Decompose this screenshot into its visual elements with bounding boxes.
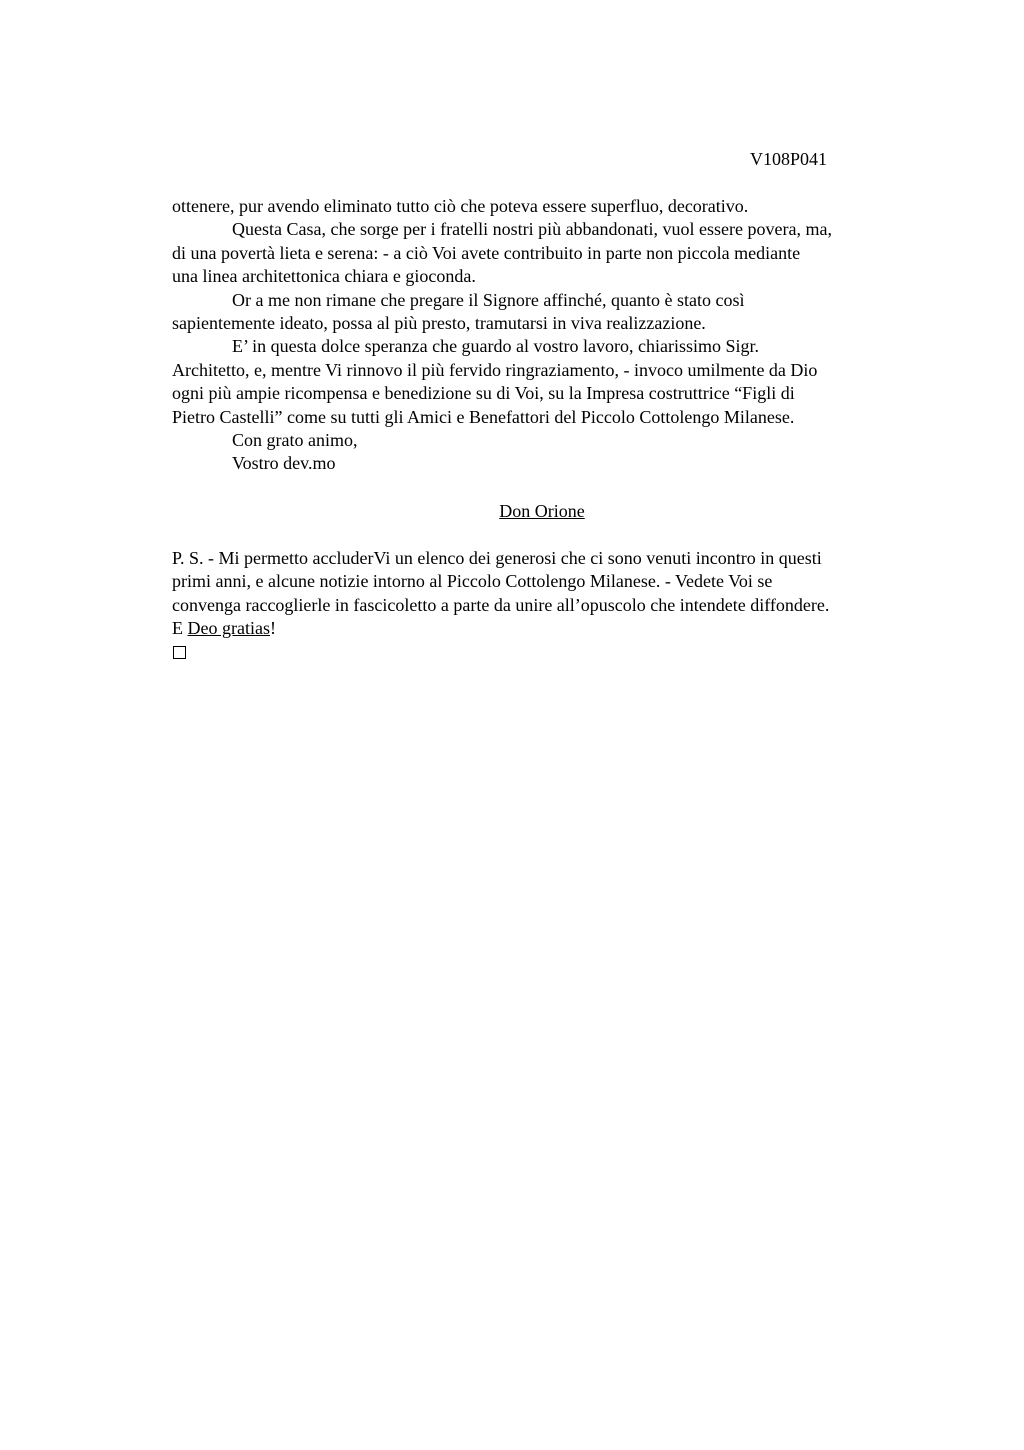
postscript-line: convenga raccoglierle in fascicoletto a parte da unire all’opuscolo che intendete diffondere.: [172, 594, 830, 615]
closing-prefix: E: [172, 618, 188, 639]
page-id: V108P041: [750, 149, 828, 169]
square-box-icon: [173, 646, 186, 659]
paragraph-line: una linea architettonica chiara e gioconda.: [172, 266, 476, 287]
paragraph-line: Questa Casa, che sorge per i fratelli nostri più abbandonati, vuol essere povera, ma,: [232, 219, 832, 240]
paragraph-line: Pietro Castelli” come su tutti gli Amici e Benefattori del Piccolo Cottolengo Milanese.: [172, 406, 795, 427]
paragraph-line: Or a me non rimane che pregare il Signore affinché, quanto è stato così: [232, 289, 745, 310]
spacer: [172, 476, 932, 500]
spacer: [172, 523, 932, 547]
signature-name: Don Orione: [499, 500, 585, 521]
closing-salutation: Con grato animo,: [232, 429, 358, 450]
letter-body: [172, 195, 932, 659]
closing-salutation: Vostro dev.mo: [232, 453, 336, 474]
deo-gratias: Deo gratias: [187, 618, 270, 639]
closing-suffix: !: [269, 618, 276, 639]
paragraph-line: ottenere, pur avendo eliminato tutto ciò che poteva essere superfluo, decorativo.: [172, 196, 749, 216]
postscript-line: primi anni, e alcune notizie intorno al Piccolo Cottolengo Milanese. - Vedete Voi se: [172, 571, 773, 592]
paragraph-line: sapientemente ideato, possa al più presto, tramutarsi in viva realizzazione.: [172, 312, 706, 333]
paragraph-line: ogni più ampie ricompensa e benedizione su di Voi, su la Impresa costruttrice “Figli di: [172, 383, 795, 404]
signature: [172, 500, 912, 523]
paragraph-line: di una povertà lieta e serena: - a ciò Voi avete contribuito in parte non piccola mediante: [172, 242, 801, 263]
paragraph-line: E’ in questa dolce speranza che guardo al vostro lavoro, chiarissimo Sigr.: [232, 336, 760, 357]
postscript-line: P. S. - Mi permetto accluderVi un elenco dei generosi che ci sono venuti incontro in questi: [172, 548, 822, 569]
paragraph-line: Architetto, e, mentre Vi rinnovo il più fervido ringraziamento, - invoco umilmente da Dio: [172, 359, 818, 380]
closing-line: [172, 617, 932, 640]
